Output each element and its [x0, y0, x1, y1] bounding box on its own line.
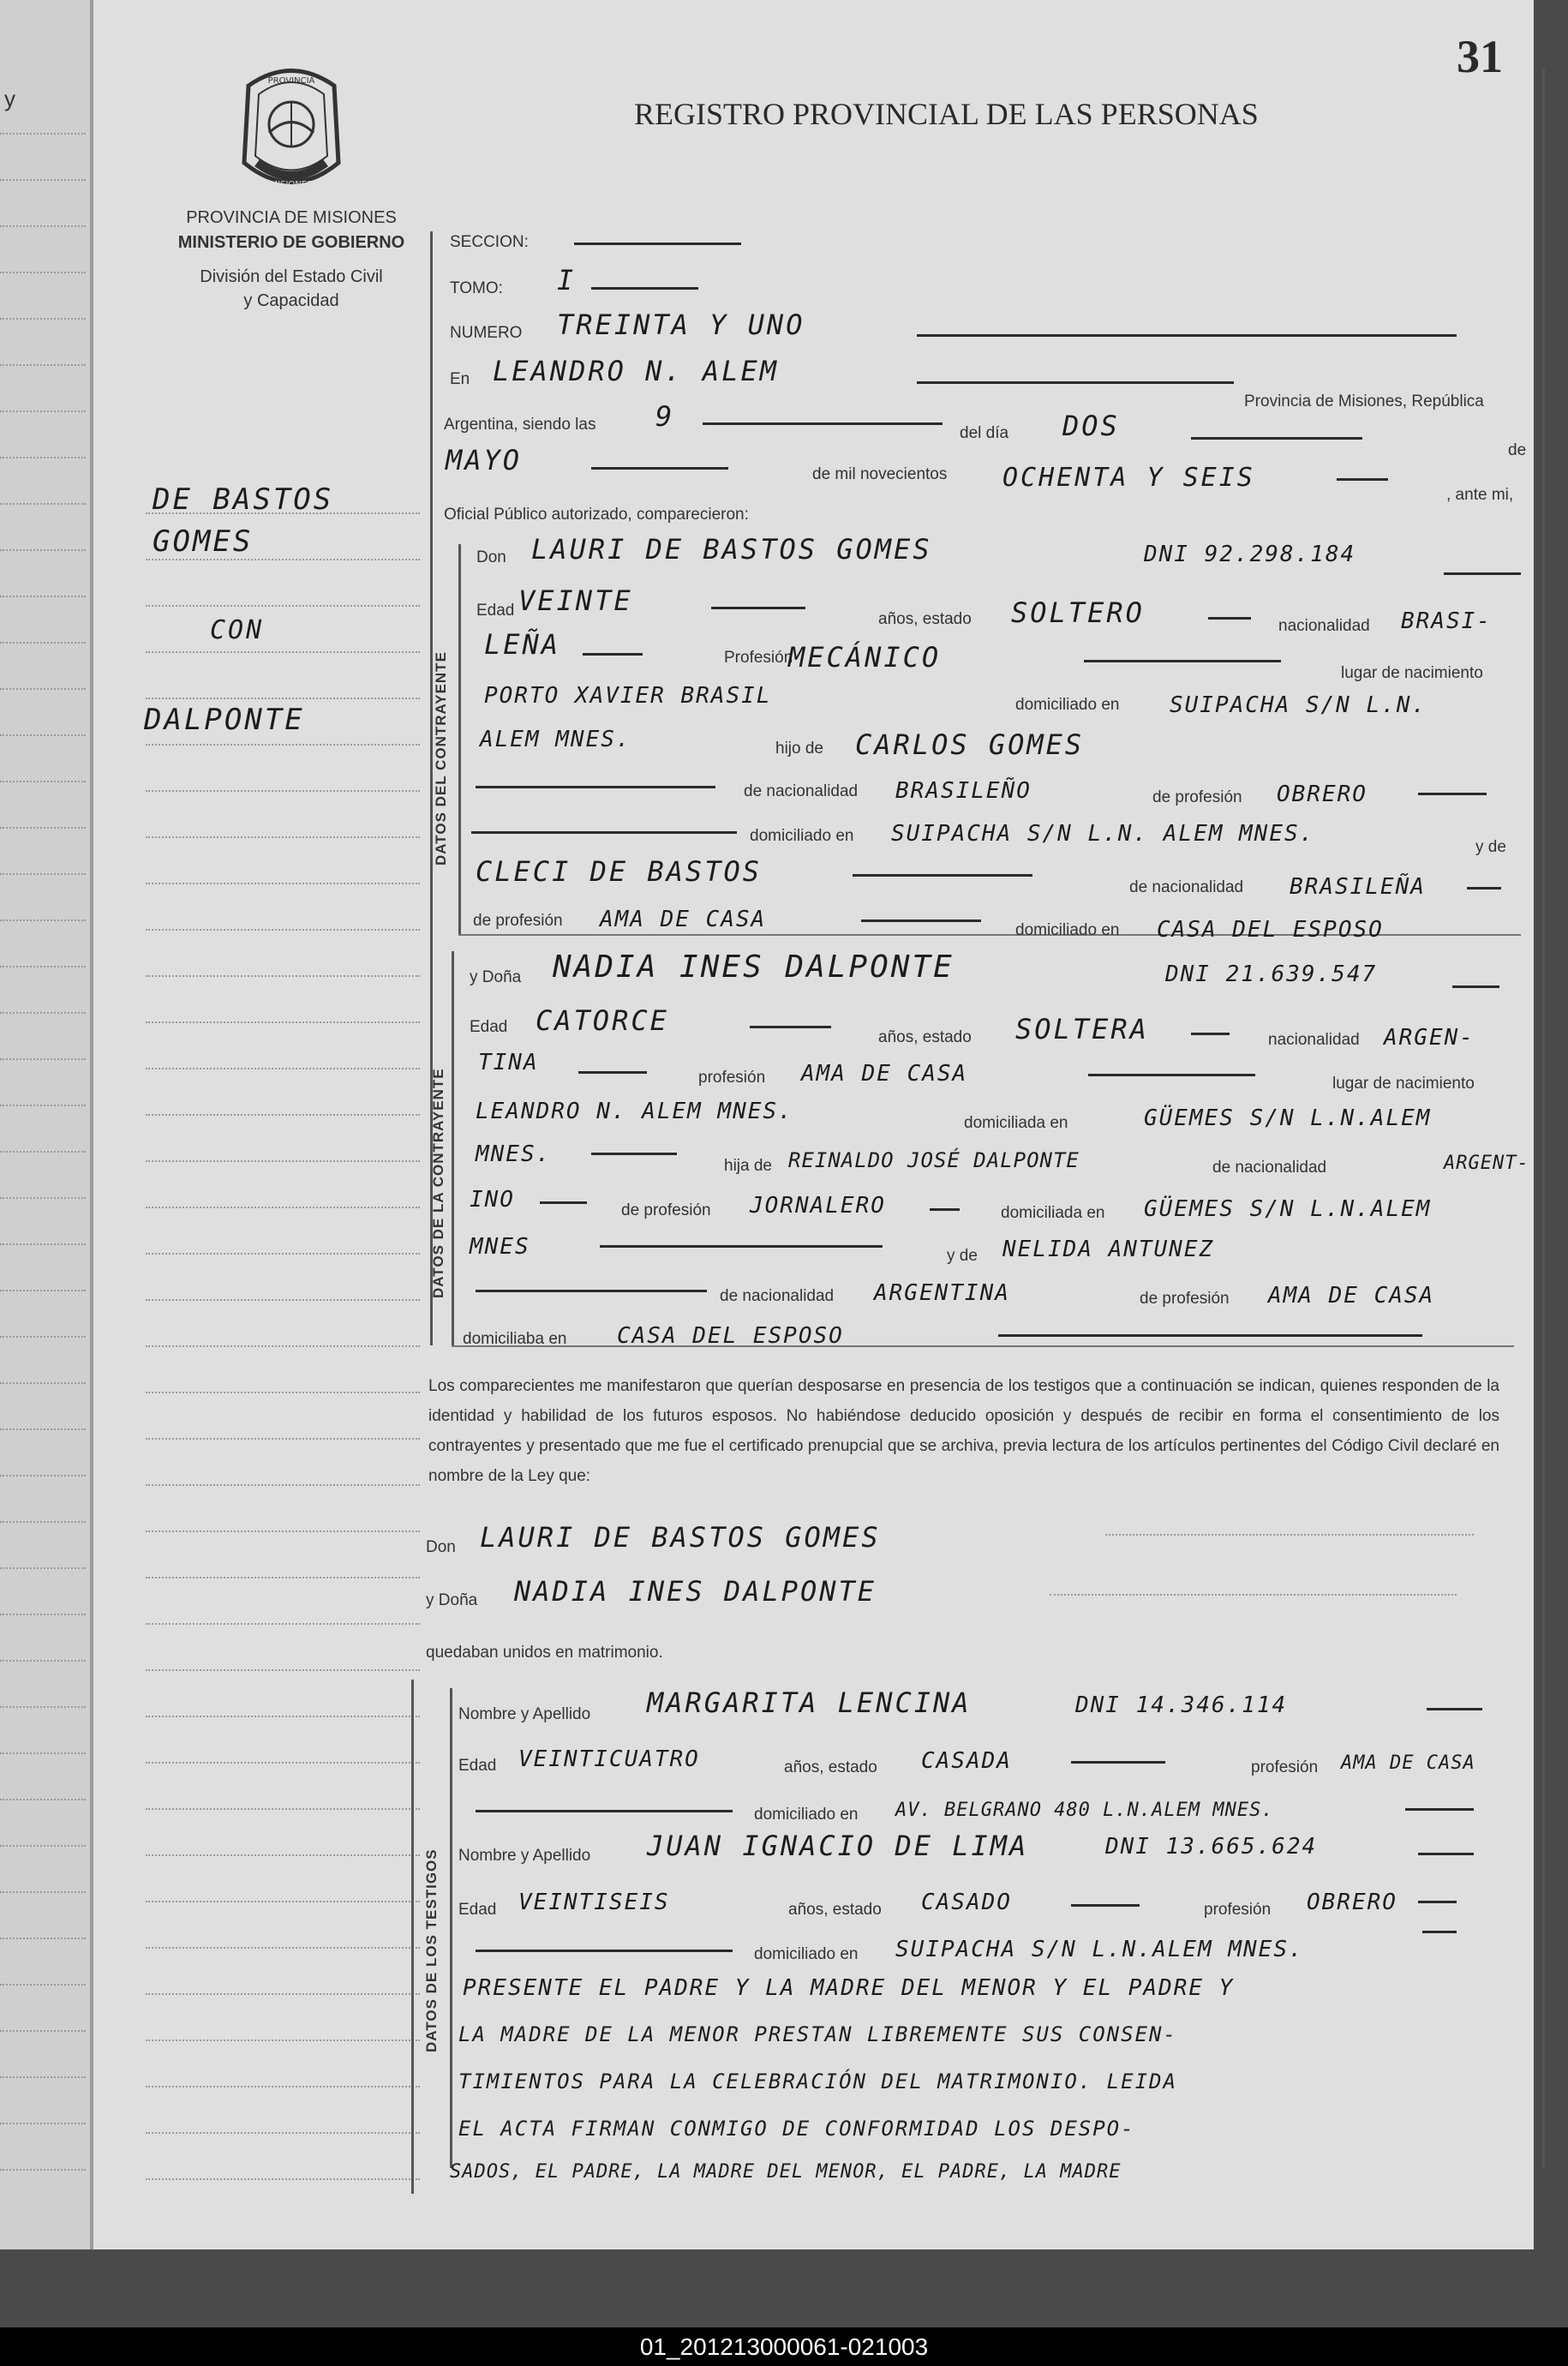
- decl-dona-name: NADIA INES DALPONTE: [514, 1575, 877, 1608]
- margin-rule: [146, 2132, 420, 2134]
- gutter-rule: [0, 457, 86, 458]
- groom-nac-line: [583, 653, 643, 656]
- margin-rule: [146, 1808, 420, 1810]
- bride-edad: CATORCE: [536, 1004, 669, 1037]
- bride-madre: NELIDA ANTUNEZ: [1002, 1237, 1215, 1262]
- bride-dom-a: GÜEMES S/N L.N.ALEM: [1144, 1105, 1432, 1131]
- label-edad-bride: Edad: [470, 1018, 508, 1036]
- gutter-rule: [0, 1799, 86, 1800]
- margin-rule: [146, 836, 420, 838]
- anio-line: [1337, 478, 1388, 481]
- left-page-edge: [0, 0, 93, 2249]
- w1-name: MARGARITA LENCINA: [647, 1686, 972, 1719]
- w2-edad: VEINTISEIS: [518, 1890, 670, 1915]
- w1-dni: DNI 14.346.114: [1075, 1692, 1288, 1718]
- groom-bracket: [458, 544, 461, 934]
- gutter-rule: [0, 1336, 86, 1338]
- groom-madre-nac: BRASILEÑA: [1290, 874, 1426, 900]
- margin-rule: [146, 605, 420, 607]
- gutter-rule: [0, 596, 86, 597]
- w1-estado-line: [1071, 1761, 1165, 1764]
- gutter-rule: [0, 2169, 86, 2171]
- label-nombre-w1: Nombre y Apellido: [458, 1705, 591, 1723]
- w2-dom-line: [476, 1950, 733, 1952]
- gutter-rule: [0, 1521, 86, 1523]
- margin-rule: [146, 2086, 420, 2087]
- gutter-rule: [0, 688, 86, 690]
- gutter-rule: [0, 1151, 86, 1153]
- note-line-3: TIMIENTOS PARA LA CELEBRACIÓN DEL MATRIMONIO. LEIDA: [458, 2070, 1177, 2093]
- label-de-nac-gm: de nacionalidad: [1129, 878, 1244, 896]
- margin-rule: [146, 1160, 420, 1162]
- bride-padre-nac-a: ARGENT-: [1444, 1153, 1529, 1174]
- w2-domicilio: SUIPACHA S/N L.N.ALEM MNES.: [895, 1937, 1304, 1962]
- page-number: 31: [1457, 31, 1503, 82]
- margin-rule: [146, 929, 420, 931]
- label-y-de-bride: y de: [947, 1247, 978, 1265]
- value-dia: DOS: [1062, 410, 1120, 442]
- groom-profesion: MECÁNICO: [788, 641, 942, 674]
- label-oficial: Oficial Público autorizado, comparecieron:: [444, 506, 749, 524]
- groom-madre-prof: AMA DE CASA: [600, 907, 767, 932]
- bride-dom-line: [591, 1153, 677, 1155]
- bride-padre-dom-line: [600, 1245, 883, 1248]
- gutter-rule: [0, 133, 86, 135]
- label-anos-estado-bride: años, estado: [878, 1028, 972, 1046]
- gutter-rule: [0, 549, 86, 551]
- gutter-rule: [0, 1058, 86, 1060]
- bride-estado-line: [1191, 1033, 1230, 1035]
- bride-madre-dom: CASA DEL ESPOSO: [617, 1323, 844, 1349]
- groom-nac-a: BRASI-: [1401, 608, 1492, 634]
- margin-rule: [146, 1299, 420, 1301]
- margin-note-line2: GOMES: [153, 524, 254, 559]
- gutter-rule: [0, 1614, 86, 1615]
- value-tomo: I: [557, 264, 577, 296]
- groom-dni: DNI 92.298.184: [1144, 542, 1356, 567]
- w2-dom-end-line: [1422, 1931, 1457, 1933]
- groom-padre-line: [476, 786, 715, 788]
- w2-name: JUAN IGNACIO DE LIMA: [647, 1830, 1029, 1862]
- w2-dni: DNI 13.665.624: [1105, 1834, 1318, 1860]
- bride-dni: DNI 21.639.547: [1165, 961, 1378, 987]
- label-en: En: [450, 370, 470, 388]
- w1-edad: VEINTICUATRO: [518, 1746, 700, 1772]
- gutter-rule: [0, 2076, 86, 2078]
- gutter-rule: [0, 781, 86, 782]
- label-nombre-w2: Nombre y Apellido: [458, 1847, 591, 1865]
- side-label-witnesses: DATOS DE LOS TESTIGOS: [423, 1848, 440, 2052]
- gutter-rule: [0, 364, 86, 366]
- label-y-de-groom: y de: [1475, 838, 1506, 856]
- value-anio: OCHENTA Y SEIS: [1002, 463, 1255, 493]
- label-lugar-groom: lugar de nacimiento: [1341, 664, 1483, 682]
- label-de-prof-bm: de profesión: [1140, 1290, 1230, 1308]
- margin-rule: [146, 790, 420, 792]
- label-edad-w2: Edad: [458, 1901, 497, 1919]
- margin-rule: [146, 2040, 420, 2041]
- w1-domicilio: AV. BELGRANO 480 L.N.ALEM MNES.: [895, 1800, 1274, 1821]
- value-numero: TREINTA Y UNO: [557, 308, 805, 341]
- bride-divider: [452, 1345, 1514, 1347]
- w1-dom-end-line: [1405, 1808, 1474, 1811]
- gutter-rule: [0, 734, 86, 736]
- gutter-rule: [0, 1660, 86, 1662]
- margin-rule: [146, 883, 420, 884]
- gutter-rule: [0, 827, 86, 829]
- w2-name-line: [1418, 1853, 1474, 1855]
- label-prof-w1: profesión: [1251, 1758, 1319, 1776]
- bride-dom-b: MNES.: [476, 1141, 552, 1167]
- bride-name: NADIA INES DALPONTE: [553, 949, 955, 985]
- gutter-rule: [0, 1891, 86, 1893]
- margin-rule: [146, 1993, 420, 1995]
- groom-lugar: PORTO XAVIER BRASIL: [484, 683, 772, 709]
- w2-estado-line: [1071, 1904, 1140, 1907]
- label-hija-de: hija de: [724, 1157, 772, 1175]
- gutter-rule: [0, 1938, 86, 1939]
- margin-rule: [146, 1114, 420, 1116]
- value-hora: 9: [655, 400, 675, 433]
- bride-bracket: [452, 951, 454, 1345]
- en-line: [917, 381, 1234, 384]
- label-tomo: TOMO:: [450, 279, 503, 297]
- bride-padre-nac-line: [540, 1201, 587, 1204]
- margin-rule: [146, 1854, 420, 1856]
- label-nac-groom: nacionalidad: [1278, 617, 1370, 635]
- groom-madre: CLECI DE BASTOS: [476, 855, 762, 888]
- groom-madre-dom: CASA DEL ESPOSO: [1157, 917, 1384, 943]
- margin-rule: [146, 744, 420, 746]
- groom-edad-line: [711, 607, 805, 609]
- label-dom-groom: domiciliado en: [1015, 696, 1120, 714]
- margin-note-line3: CON: [210, 615, 265, 645]
- bride-estado: SOLTERA: [1015, 1013, 1149, 1045]
- gutter-rule: [0, 1382, 86, 1384]
- label-de-prof-gm: de profesión: [473, 912, 563, 930]
- gutter-rule: [0, 272, 86, 273]
- groom-edad: VEINTE: [518, 584, 633, 617]
- w2-profesion: OBRERO: [1307, 1890, 1397, 1915]
- note-line-5: SADOS, EL PADRE, LA MADRE DEL MENOR, EL PADRE, LA MADRE: [450, 2161, 1122, 2183]
- label-hijo-de: hijo de: [775, 740, 823, 758]
- label-dom-w1: domiciliado en: [754, 1806, 859, 1824]
- decl-don-name: LAURI DE BASTOS GOMES: [480, 1521, 881, 1554]
- bride-padre-dom-a: GÜEMES S/N L.N.ALEM: [1144, 1196, 1432, 1222]
- gutter-rule: [0, 919, 86, 921]
- seal-top-text: PROVINCIA: [267, 76, 315, 86]
- groom-madre-line: [853, 874, 1032, 877]
- label-de-nac-bm: de nacionalidad: [720, 1287, 835, 1305]
- gutter-rule: [0, 1567, 86, 1569]
- label-argentina: Argentina, siendo las: [444, 416, 596, 434]
- groom-estado-line: [1208, 617, 1251, 620]
- groom-name: LAURI DE BASTOS GOMES: [531, 533, 932, 566]
- margin-note-line4: DALPONTE: [144, 703, 305, 737]
- margin-rule: [146, 1484, 420, 1486]
- label-seccion: SECCION:: [450, 233, 529, 251]
- decl-don-line: [1105, 1534, 1474, 1536]
- margin-rule: [146, 1947, 420, 1949]
- bride-padre-dom-b: MNES: [470, 1234, 530, 1260]
- margin-rule: [146, 1021, 420, 1023]
- bride-lugar: LEANDRO N. ALEM MNES.: [476, 1099, 793, 1124]
- hora-line: [703, 422, 943, 425]
- label-de-prof-bp: de profesión: [621, 1201, 711, 1219]
- groom-prof-line: [1084, 660, 1281, 662]
- side-label-groom: DATOS DEL CONTRAYENTE: [433, 651, 449, 866]
- tomo-line: [591, 287, 698, 290]
- bride-name-line: [1452, 985, 1499, 988]
- label-anos-estado-w1: años, estado: [784, 1758, 877, 1776]
- margin-rule: [146, 1577, 420, 1578]
- label-domiciliaba: domiciliaba en: [463, 1330, 567, 1348]
- gutter-rule: [0, 2030, 86, 2032]
- label-edad-w1: Edad: [458, 1757, 497, 1775]
- label-lugar-bride: lugar de nacimiento: [1332, 1075, 1475, 1093]
- label-dom-gp: domiciliado en: [750, 827, 854, 845]
- w1-estado: CASADA: [921, 1748, 1012, 1774]
- value-mes: MAYO: [446, 444, 523, 476]
- label-numero: NUMERO: [450, 324, 523, 342]
- header-division: División del Estado Civil: [200, 267, 383, 286]
- bride-padre-prof: JORNALERO: [750, 1193, 886, 1219]
- margin-rule: [146, 1438, 420, 1440]
- label-don-decl: Don: [426, 1538, 456, 1556]
- gutter-rule: [0, 1197, 86, 1199]
- groom-nac-b: LEÑA: [484, 628, 561, 661]
- margin-rule: [146, 2178, 420, 2180]
- groom-padre-dom: SUIPACHA S/N L.N. ALEM MNES.: [891, 821, 1315, 847]
- margin-rule: [146, 1253, 420, 1255]
- gutter-rule: [0, 1706, 86, 1708]
- margin-rule: [146, 1207, 420, 1208]
- right-rule: [1542, 69, 1545, 2168]
- label-dom-gm: domiciliado en: [1015, 921, 1120, 939]
- gutter-rule: [0, 1012, 86, 1014]
- groom-madre-nac-line: [1467, 887, 1501, 889]
- seccion-line: [574, 243, 741, 245]
- groom-padre: CARLOS GOMES: [855, 728, 1085, 761]
- w1-name-line: [1427, 1708, 1482, 1710]
- label-profesion-groom: Profesión: [724, 649, 793, 667]
- gutter-rule: [0, 1290, 86, 1291]
- dia-line: [1191, 437, 1362, 440]
- label-de-prof-gp: de profesión: [1152, 788, 1242, 806]
- bride-nac-line: [578, 1071, 647, 1074]
- gutter-rule: [0, 503, 86, 505]
- bride-madre-prof: AMA DE CASA: [1268, 1283, 1435, 1309]
- label-dom-w2: domiciliado en: [754, 1945, 859, 1963]
- bride-madre-nac: ARGENTINA: [874, 1280, 1010, 1306]
- label-dom-bp: domiciliada en: [1001, 1204, 1105, 1222]
- gutter-rule: [0, 642, 86, 644]
- label-de-mil: de mil novecientos: [812, 465, 948, 483]
- margin-rule: [146, 1392, 420, 1393]
- bride-nac-b: TINA: [478, 1050, 539, 1075]
- w2-prof-line: [1418, 1901, 1457, 1903]
- decl-dona-line: [1050, 1594, 1457, 1596]
- bride-edad-line: [750, 1026, 831, 1028]
- label-nac-bride: nacionalidad: [1268, 1031, 1360, 1049]
- note-line-4: EL ACTA FIRMAN CONMIGO DE CONFORMIDAD LOS DESPO-: [458, 2117, 1135, 2141]
- margin-rule: [146, 1762, 420, 1764]
- frame-line-bottom: [411, 1680, 414, 2194]
- page-title: REGISTRO PROVINCIAL DE LAS PERSONAS: [634, 97, 1259, 131]
- file-id-footer: 01_201213000061-021003: [0, 2327, 1568, 2366]
- note-line-1: PRESENTE EL PADRE Y LA MADRE DEL MENOR Y EL PADRE Y: [463, 1975, 1235, 2001]
- gutter-rule: [0, 1475, 86, 1477]
- bride-profesion: AMA DE CASA: [801, 1061, 968, 1087]
- margin-note-line1: DE BASTOS: [153, 482, 334, 517]
- label-profesion-bride: profesión: [698, 1069, 766, 1087]
- groom-dom-a: SUIPACHA S/N L.N.: [1170, 692, 1427, 718]
- gutter-rule: [0, 1243, 86, 1245]
- gutter-rule: [0, 1752, 86, 1754]
- declaration-text: Los comparecientes me manifestaron que querían desposarse en presencia de los testigos que a continuación se indican, quienes responden de la identidad y habilidad de los futuros esposos. No habiéndose deducido oposición y después de recibir en forma el consentimiento de los contrayentes y presentado que me fue el certificado prenupcial que se archiva, previa lectura de los artículos pertinentes del Código Civil declaré en nombre de la Ley que:: [428, 1377, 1499, 1485]
- label-del-dia: del día: [960, 424, 1009, 442]
- label-ante-mi: , ante mi,: [1446, 486, 1514, 504]
- label-quedaban: quedaban unidos en matrimonio.: [426, 1644, 663, 1662]
- gutter-rule: [0, 179, 86, 181]
- label-provincia: Provincia de Misiones, República: [1244, 392, 1484, 410]
- label-dom-bride: domiciliada en: [964, 1114, 1068, 1132]
- margin-rule: [146, 559, 420, 560]
- bride-nac-a: ARGEN-: [1384, 1025, 1475, 1051]
- gutter-rule: [0, 1429, 86, 1430]
- gutter-rule: [0, 1845, 86, 1847]
- groom-estado: SOLTERO: [1011, 596, 1145, 629]
- margin-rule: [146, 1530, 420, 1532]
- w1-dom-line: [476, 1810, 733, 1812]
- bride-prof-line: [1088, 1074, 1255, 1076]
- groom-padre-prof-line: [1418, 793, 1487, 795]
- header-province: PROVINCIA DE MISIONES: [186, 208, 397, 227]
- label-de: de: [1508, 441, 1527, 459]
- w1-profesion: AMA DE CASA: [1341, 1752, 1475, 1774]
- bride-madre-line: [476, 1290, 707, 1292]
- bride-padre: REINALDO JOSÉ DALPONTE: [788, 1148, 1080, 1172]
- label-don: Don: [476, 548, 506, 566]
- label-anos-estado-groom: años, estado: [878, 610, 972, 628]
- gutter-rule: [0, 873, 86, 875]
- bride-madre-dom-line: [998, 1334, 1422, 1337]
- gutter-rule: [0, 966, 86, 967]
- groom-padre-prof: OBRERO: [1277, 782, 1368, 807]
- numero-line: [917, 334, 1457, 337]
- label-edad-groom: Edad: [476, 602, 515, 620]
- groom-dom-b: ALEM MNES.: [480, 727, 631, 752]
- groom-madre-prof-line: [861, 919, 981, 922]
- header-capacity: y Capacidad: [243, 291, 339, 310]
- provincial-seal-icon: [231, 60, 351, 197]
- gutter-rule: [0, 1984, 86, 1986]
- label-anos-estado-w2: años, estado: [788, 1901, 882, 1919]
- margin-rule: [146, 651, 420, 653]
- bride-padre-nac-b: INO: [470, 1187, 515, 1213]
- gutter-rule: [0, 318, 86, 320]
- margin-rule: [146, 1623, 420, 1625]
- margin-rule: [146, 1345, 420, 1347]
- gutter-rule: [0, 1105, 86, 1106]
- margin-rule: [146, 1901, 420, 1902]
- margin-rule: [146, 698, 420, 699]
- margin-rule: [146, 1669, 420, 1671]
- gutter-rule: [0, 410, 86, 412]
- mes-line: [591, 467, 728, 470]
- witness-bracket: [450, 1688, 452, 2168]
- value-en: LEANDRO N. ALEM: [493, 355, 779, 387]
- bride-padre-prof-line: [930, 1208, 960, 1211]
- margin-rule: [146, 975, 420, 977]
- gutter-rule: [0, 2123, 86, 2124]
- w2-estado: CASADO: [921, 1890, 1012, 1915]
- gutter-mark: y: [4, 86, 15, 111]
- groom-padre-nac: BRASILEÑO: [895, 778, 1032, 804]
- note-line-2: LA MADRE DE LA MENOR PRESTAN LIBREMENTE SUS CONSEN-: [458, 2022, 1177, 2046]
- label-prof-w2: profesión: [1204, 1901, 1272, 1919]
- label-dona: y Doña: [470, 968, 522, 986]
- groom-name-line: [1444, 572, 1521, 575]
- side-label-bride: DATOS DE LA CONTRAYENTE: [430, 1068, 446, 1298]
- seal-bottom-text: MISIONES: [270, 180, 313, 189]
- label-de-nac-gp: de nacionalidad: [744, 782, 859, 800]
- margin-rule: [146, 1716, 420, 1717]
- label-dona-decl: y Doña: [426, 1591, 478, 1609]
- margin-rule: [146, 1068, 420, 1069]
- groom-padre-dom-line: [471, 831, 737, 834]
- header-ministry: MINISTERIO DE GOBIERNO: [177, 233, 405, 252]
- label-de-nac-bp: de nacionalidad: [1212, 1159, 1327, 1177]
- gutter-rule: [0, 225, 86, 227]
